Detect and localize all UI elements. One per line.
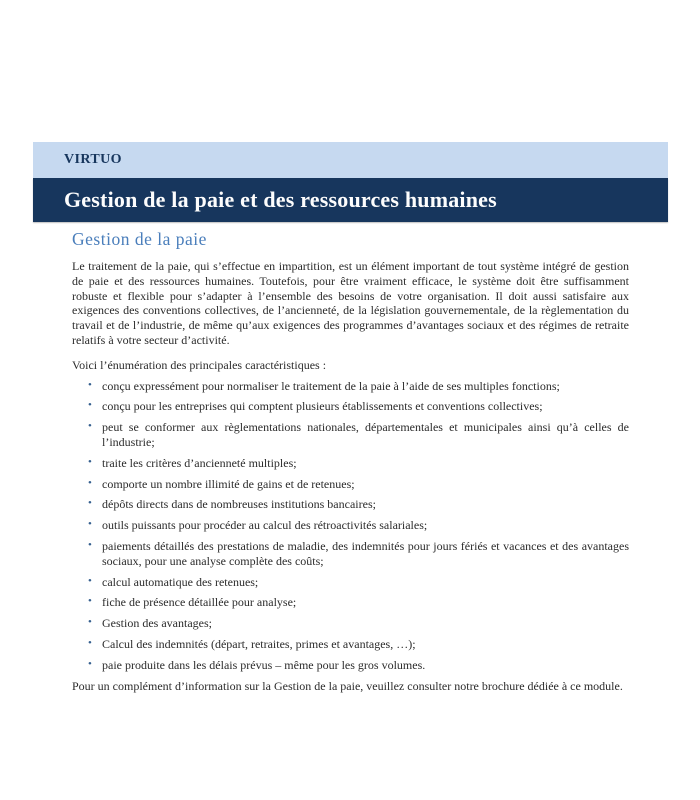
features-list (72, 379, 629, 673)
section-heading: Gestion de la paie (72, 229, 207, 249)
feature-item: • traite les critères d’ancienneté multiples; (72, 456, 629, 471)
closing-paragraph: Pour un complément d’information sur la Gestion de la paie, veuillez consulter notre brochure dédiée à ce module. (72, 678, 623, 693)
brand-bar (33, 142, 668, 178)
feature-item: • dépôts directs dans de nombreuses institutions bancaires; (72, 497, 629, 512)
list-intro: Voici l’énumération des principales caractéristiques : (72, 357, 327, 372)
intro-paragraph: Le traitement de la paie, qui s’effectue en impartition, est un élément important de tout système intégré de gestion de paie et des ressources humaines. Toutefois, pour être vraiment efficace, le système doit être suffisamment robuste et flexible pour s’adapter à l’ensemble des besoins de votre organisation. Il doit aussi satisfaire aux exigences des conventions collectives, de l’ancienneté, de la législation gouvernementale, de la règlementation du travail et de l’industrie, de même qu’aux exigences des programmes d’avantages sociaux et des régimes de retraite relatifs à votre secteur d’activité. (72, 259, 629, 347)
document-title: Gestion de la paie et des ressources humaines (64, 187, 497, 212)
feature-item: • conçu pour les entreprises qui comptent plusieurs établissements et conventions collectives; (72, 399, 629, 414)
feature-item: • outils puissants pour procéder au calcul des rétroactivités salariales; (72, 518, 629, 533)
feature-item: • conçu expressément pour normaliser le traitement de la paie à l’aide de ses multiples fonctions; (72, 379, 629, 394)
feature-item: • paie produite dans les délais prévus – même pour les gros volumes. (72, 658, 629, 673)
brand-name: VIRTUO (64, 152, 122, 167)
feature-item: • peut se conformer aux règlementations nationales, départementales et municipales ainsi qu’à celles de l’industrie; (72, 420, 629, 450)
feature-item: • comporte un nombre illimité de gains et de retenues; (72, 477, 629, 492)
content-column (72, 229, 629, 693)
feature-item: • calcul automatique des retenues; (72, 575, 629, 590)
feature-item: • Calcul des indemnités (départ, retraites, primes et avantages, …); (72, 637, 629, 652)
feature-item: • fiche de présence détaillée pour analyse; (72, 595, 629, 610)
title-banner (33, 178, 668, 222)
feature-item: • paiements détaillés des prestations de maladie, des indemnités pour jours fériés et vacances et des avantages sociaux, pour une analyse complète des coûts; (72, 539, 629, 569)
feature-item: • Gestion des avantages; (72, 616, 629, 631)
